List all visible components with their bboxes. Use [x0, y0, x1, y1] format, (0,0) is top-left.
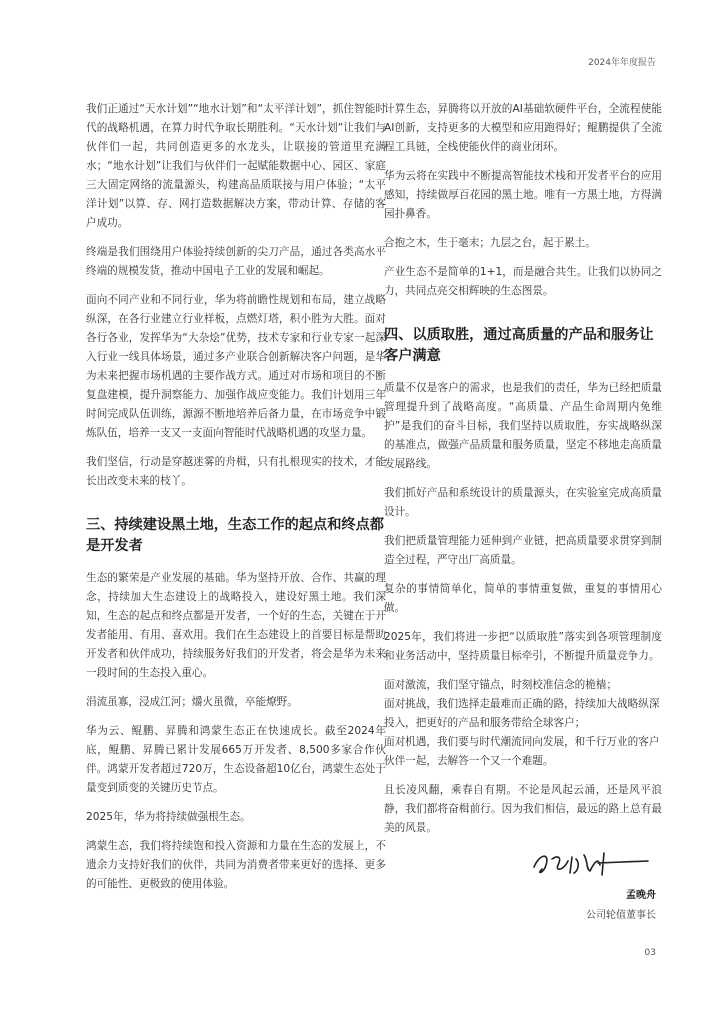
paragraph: 质量不仅是客户的需求，也是我们的责任，华为已经把质量管理提升到了战略高度。“高质量、产品生命周期内免维护”是我们的奋斗目标，我们坚持以质取胜，夯实战略纵深的基准点，做强产品质量和服务质量，坚定不移地走高质量发展路线。: [384, 382, 662, 470]
closing-line: 面对挑战，我们选择走最难而正确的路，持续加大战略纵深投入，把更好的产品和服务带给全球客户；: [384, 698, 660, 729]
paragraph: 华为云、鲲鹏、昇腾和鸿蒙生态正在快速成长。截至2024年底，鲲鹏、昇腾已累计发展665万开发者、8,500多家合作伙伴。鸿蒙开发者超过720万，生态设备超10亿台，鸿蒙生态处于量变到质变的关键历史节点。: [86, 725, 386, 794]
paragraph: 我们正通过“天水计划”“地水计划”和“太平洋计划”，抓住智能时代的战略机遇，在算力时代争取长期胜利。“天水计划”让我们与伙伴们一起，共同创造更多的水龙头，让联接的管道里充满水；“地水计划”让我们与伙伴们一起赋能数据中心、园区、家庭三大固定网络的流量源头，构建高品质联接与用户体验；“太平洋计划”以算、存、网打造数据解决方案，带动计算、存储的客户成功。: [86, 103, 386, 229]
paragraph: 计算生态，昇腾将以开放的AI基础软硬件平台，全流程使能AI创新，支持更多的大模型和应用跑得好；鲲鹏提供了全流程工具链，全栈使能伙伴的商业闭环。: [384, 103, 662, 153]
closing-line: 面对激流，我们坚守锚点，时刻校准信念的桅樯；: [384, 679, 618, 691]
paragraph: 鸿蒙生态，我们将持续饱和投入资源和力量在生态的发展上，不遗余力支持好我们的伙伴，共同为消费者带来更好的选择、更多的可能性、更极致的使用体验。: [86, 840, 386, 890]
handwritten-signature: [528, 845, 658, 885]
paragraph: 2025年，我们将进一步把“以质取胜”落实到各项管理制度和业务活动中，坚持质量目标牵引，不断提升质量竞争力。: [384, 631, 662, 662]
signer-name: 孟晚舟: [626, 890, 656, 901]
paragraph: 面向不同产业和不同行业，华为将前瞻性规划和布局，建立战略纵深，在各行业建立行业样板，点燃灯塔，积小胜为大胜。面对各行各业，发挥华为“大杂烩”优势，技术专家和行业专家一起深入行业一线具体场景，通过多产业联合创新解决客户问题，是华为未来把握市场机遇的主要作战方式。通过对市场和项目的不断复盘建模，提升洞察能力、加强作战应变能力。我们计划用三年时间完成队伍训练，源源不断地培养后备力量，在市场竞争中锻炼队伍，培养一支又一支面向智能时代战略机遇的攻坚力量。: [86, 294, 386, 439]
paragraph: 我们把质量管理能力延伸到产业链，把高质量要求贯穿到制造全过程，严守出厂高质量。: [384, 535, 662, 566]
paragraph: 合抱之木，生于毫末；九层之台，起于累土。: [384, 237, 596, 249]
section-heading-3: 三、持续建设黑土地，生态工作的起点和终点都是开发者: [86, 517, 384, 554]
paragraph: 生态的繁荣是产业发展的基础。华为坚持开放、合作、共赢的理念，持续加大生态建设上的战略投入，建设好黑土地。我们深知，生态的起点和终点都是开发者，一个好的生态，关键在于开发者能用、有用、喜欢用。我们在生态建设上的首要目标是帮助开发者和伙伴成功，持续服务好我们的开发者，将会是华为未来一段时间的生态投入重心。: [86, 572, 386, 679]
paragraph: 华为云将在实践中不断提高智能技术栈和开发者平台的应用感知，持续做厚百花园的黑土地。唯有一方黑土地，方得满园扑鼻香。: [384, 170, 662, 220]
closing-line: 面对机遇，我们要与时代潮流同向发展，和千行万业的客户伙伴一起，去解答一个又一个难题。: [384, 736, 660, 767]
left-column: [86, 100, 386, 904]
right-column: [384, 100, 662, 848]
report-header: 2024年年度报告: [588, 58, 656, 68]
paragraph: 且长凌风翻，乘春自有期。不论是风起云涌，还是风平浪静，我们都将奋楫前行。因为我们相信，最远的路上总有最美的风景。: [384, 784, 662, 834]
paragraph: 产业生态不是简单的1+1，而是融合共生。让我们以协同之力，共同点亮交相辉映的生态图景。: [384, 266, 662, 297]
signer-title: 公司轮值董事长: [586, 910, 656, 921]
paragraph: 2025年，华为将持续做强根生态。: [86, 811, 251, 823]
section-heading-4: 四、以质取胜，通过高质量的产品和服务让客户满意: [384, 327, 654, 364]
paragraph: 我们坚信，行动是穿越迷雾的舟楫，只有扎根现实的技术，才能长出改变未来的枝丫。: [86, 456, 386, 487]
page-number: 03: [644, 948, 656, 958]
paragraph: 终端是我们围绕用户体验持续创新的尖刀产品，通过各类高水平终端的规模发货，推动中国电子工业的发展和崛起。: [86, 246, 386, 277]
paragraph: 复杂的事情简单化，简单的事情重复做，重复的事情用心做。: [384, 583, 662, 614]
paragraph: 涓流虽寡，浸成江河；爝火虽微，卒能燎野。: [86, 696, 298, 708]
paragraph: 我们抓好产品和系统设计的质量源头，在实验室完成高质量设计。: [384, 487, 662, 518]
signature-block: [498, 845, 658, 925]
